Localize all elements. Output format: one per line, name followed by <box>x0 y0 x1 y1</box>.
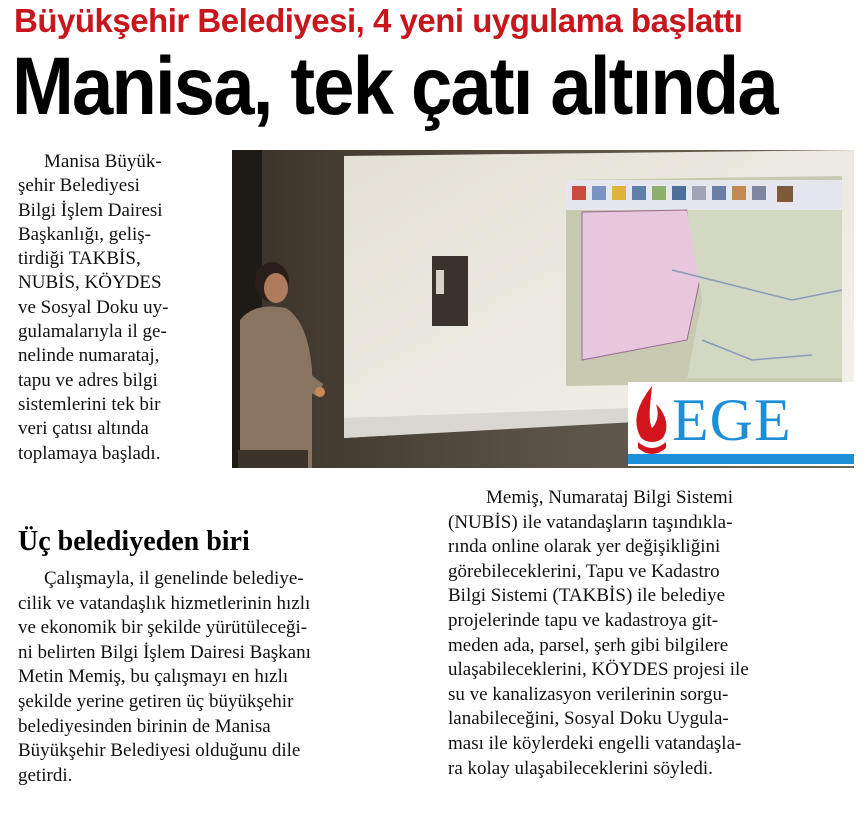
body-line: su ve kanalizasyon verilerinin sorgu- <box>448 683 729 705</box>
intro-line: sistemlerini tek bir <box>18 393 161 415</box>
body-line: ması ile köylerdeki engelli vatandaşla- <box>448 732 742 754</box>
body-line: Metin Memiş, bu çalışmayı en hızlı <box>18 666 289 688</box>
body-line: projelerinde tapu ve kadastroya git- <box>448 609 719 631</box>
body-line: meden ada, parsel, şerh gibi bilgilere <box>448 634 729 656</box>
body-line: belediyesinden birinin de Manisa <box>18 715 271 737</box>
body-line: Memiş, Numarataj Bilgi Sistemi <box>486 487 733 508</box>
intro-line: tapu ve adres bilgi <box>18 369 158 391</box>
intro-line: toplamaya başladı. <box>18 442 161 464</box>
body-line: lanabileceğini, Sosyal Doku Uygula- <box>448 708 729 730</box>
intro-line: NUBİS, KÖYDES <box>18 272 162 294</box>
intro-line: Manisa Büyük- <box>44 151 162 172</box>
body-line: cilik ve vatandaşlık hizmetlerinin hızlı <box>18 592 311 614</box>
article-headline: Manisa, tek çatı altında <box>12 41 777 132</box>
body-line: Büyükşehir Belediyesi olduğunu dile <box>18 740 301 762</box>
body-line: getirdi. <box>18 764 73 786</box>
body-line: Bilgi Sistemi (TAKBİS) ile belediye <box>448 585 726 607</box>
intro-line: nelinde numarataj, <box>18 345 160 367</box>
body-left-paragraph <box>18 567 414 788</box>
body-left-column <box>18 567 414 788</box>
intro-line: ve Sosyal Doku uy- <box>18 296 169 318</box>
article-kicker: Büyükşehir Belediyesi, 4 yeni uygulama başlattı <box>14 2 743 39</box>
intro-line: veri çatısı altında <box>18 418 149 440</box>
intro-line: Bilgi İşlem Dairesi <box>18 199 163 221</box>
intro-line: Başkanlığı, geliş- <box>18 223 151 245</box>
section-subhead: Üç belediyeden biri <box>18 526 250 557</box>
body-line: ra kolay ulaşabileceklerini söyledi. <box>448 757 713 779</box>
intro-paragraph <box>18 150 218 466</box>
body-line: şekilde yerine getiren üç büyükşehir <box>18 690 294 712</box>
body-right-column <box>448 486 848 781</box>
intro-line: şehir Belediyesi <box>18 175 140 197</box>
body-line: ni belirten Bilgi İşlem Dairesi Başkanı <box>18 641 311 663</box>
ege-logo-text: EGE <box>672 387 792 453</box>
intro-line: gulamalarıyla il ge- <box>18 321 167 343</box>
body-line: Çalışmayla, il genelinde belediye- <box>44 568 304 589</box>
intro-column <box>18 150 218 466</box>
ege-logo <box>628 382 854 466</box>
body-line: ve ekonomik bir şekilde yürütüleceği- <box>18 617 308 639</box>
intro-line: tirdiği TAKBİS, <box>18 248 141 270</box>
logo-underline <box>628 454 854 464</box>
body-line: rında online olarak yer değişikliğini <box>448 536 721 558</box>
body-line: görebileceklerini, Tapu ve Kadastro <box>448 560 720 582</box>
body-line: (NUBİS) ile vatandaşların taşındıkla- <box>448 511 733 533</box>
body-line: ulaşabileceklerini, KÖYDES projesi ile <box>448 659 749 681</box>
body-right-paragraph <box>448 486 848 781</box>
